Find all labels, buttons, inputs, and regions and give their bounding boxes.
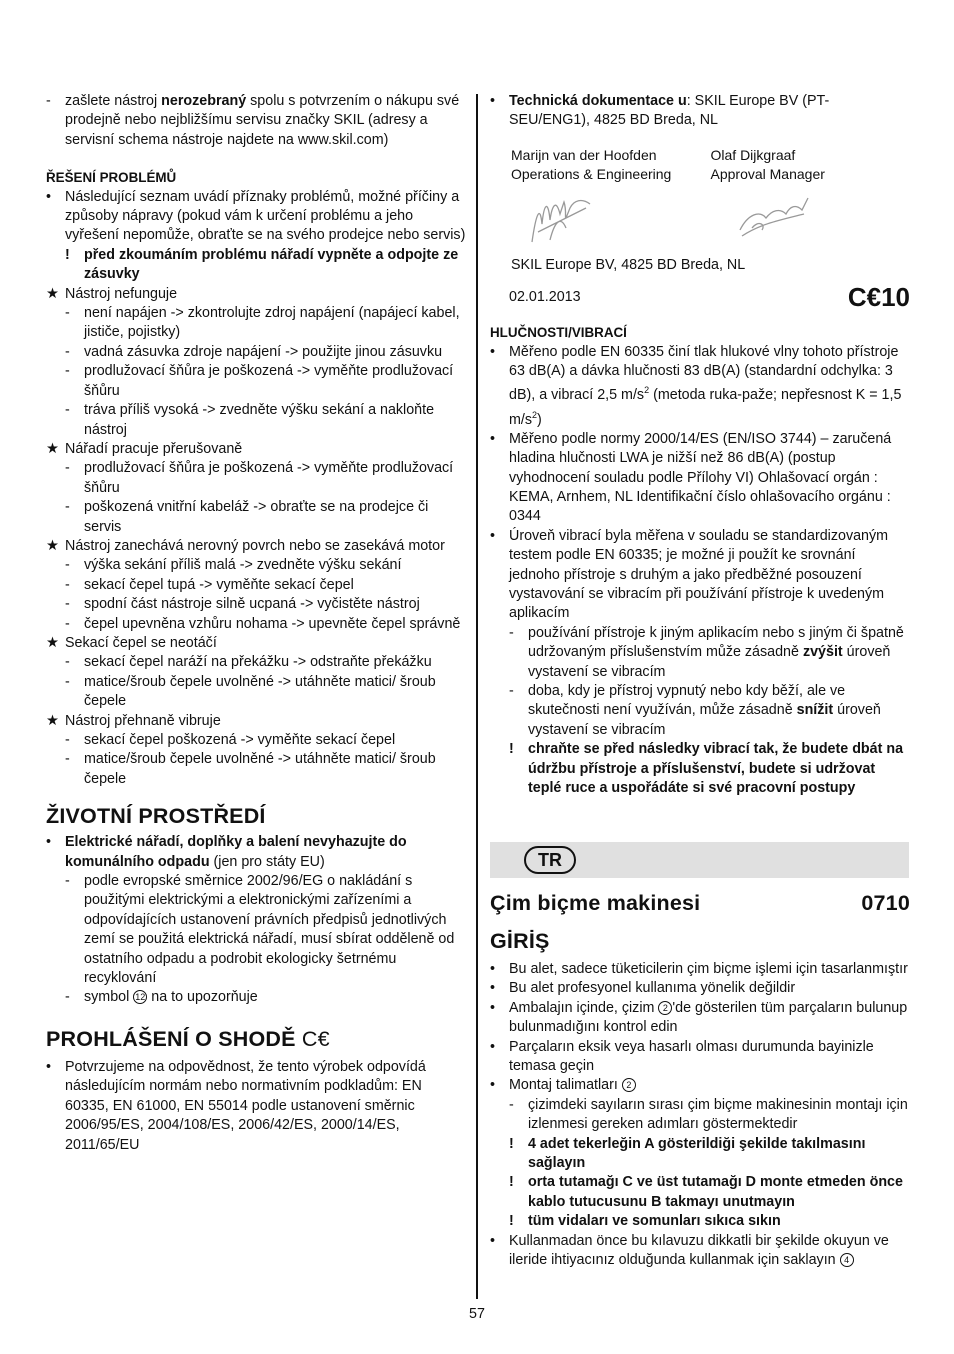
tr-section bbox=[490, 890, 910, 1271]
figure-number-icon: 12 bbox=[135, 992, 146, 1003]
list-item: - doba, kdy je přístroj vypnutý nebo kdy běží, ale ve skutečnosti není využíván, může zásadně snížit úroveň vystavení se vibracím bbox=[509, 683, 881, 738]
list-item: - používání přístroje k jiným aplikacím nebo s jiným či špatně udržovaným příslušenstvím může zásadně zvýšit úroveň vystavení se vibracím bbox=[509, 624, 904, 680]
section-heading: HLUČNOSTI/VIBRACÍ bbox=[490, 325, 627, 341]
section-title: GİRİŞ bbox=[490, 929, 550, 953]
product-title: Çim biçme makinesi 0710 bbox=[490, 891, 910, 915]
list-item: • Potvrzujeme na odpovědnost, že tento výrobek odpovídá následujícím normám nebo normativním podkladům: EN 60335, EN 61000, EN 55014 podle ustanovení směrnic 2006/95/ES, 2004/108/ES, 2006/42/ES, 2000/14/ES, 2011/65/EU bbox=[46, 1058, 426, 1153]
list-item: - çizimdeki sayıların sırası çim biçme makinesinin montajı için izlenmesi gereken adımları göstermektedir bbox=[509, 1096, 908, 1133]
ce-mark-icon: C€ bbox=[301, 1026, 330, 1051]
declaration-date: 02.01.2013 bbox=[509, 288, 581, 305]
problem-list bbox=[46, 285, 466, 790]
figure-number-icon: 2 bbox=[658, 1001, 672, 1015]
list-item: • Měřeno podle EN 60335 činí tlak hlukové vlny tohoto přístroje 63 dB(A) a dávka hlučnosti 83 dB(A) (standardní odchylka: 3 dB), a vibrací 2,5 $m/s^2$ (metoda ruka-paže; nepřesnost K = 1,5 $m/s^2$) bbox=[490, 343, 902, 428]
list-item: - tráva příliš vysoká -> zvedněte výšku sekání a nakloňte nástroj bbox=[65, 402, 435, 438]
problem-item: ★ Nástroj přehnaně vibruje bbox=[46, 712, 466, 731]
list-item: - zašlete nástroj nerozebraný spolu s potvrzením o nákupu své prodejně nebo nejbližšímu servisu značky SKIL (adresy a servisní schema nástroje najdete na www.skil.com) bbox=[46, 93, 460, 148]
list-item: • Technická dokumentace u: SKIL Europe BV (PT-SEU/ENG1), 4825 BD Breda, NL bbox=[490, 93, 830, 129]
problem-item: ★ Nástroj zanechává nerovný povrch nebo se zasekává motor bbox=[46, 537, 466, 556]
list-item: - matice/šroub čepele uvolněné -> utáhněte matici/ šroub čepele bbox=[65, 751, 436, 787]
list-item: - poškozená vnitřní kabeláž -> obraťte se na prodejce či servis bbox=[65, 499, 429, 535]
language-bar bbox=[490, 842, 909, 878]
list-item: • Elektrické nářadí, doplňky a balení nevyhazujte do komunálního odpadu (jen pro státy EU) bbox=[46, 834, 407, 870]
list-item: • Úroveň vibrací byla měřena v souladu se standardizovaným testem podle EN 60335; je možné ji použít ke srovnání jednoho přístroje s druhým a jako předběžné posouzení vystavování se vibracím při používání přístroje k uvedeným aplikacím bbox=[490, 527, 889, 622]
warning-item: ! orta tutamağı C ve üst tutamağı D monte etmeden önce kablo tutucusunu B takmayı unutmayın bbox=[509, 1174, 903, 1210]
warning-item: ! před zkoumáním problému nářadí vypněte a odpojte ze zásuvky bbox=[65, 246, 459, 283]
problem-item: ★ Sekací čepel se neotáčí bbox=[46, 634, 466, 653]
list-item: - výška sekání příliš malá -> zvedněte výšku sekání bbox=[65, 557, 402, 574]
list-item: - prodlužovací šňůra je poškozená -> vyměňte prodlužovací šňůru bbox=[65, 460, 454, 496]
list-item: • Bu alet profesyonel kullanıma yönelik değildir bbox=[490, 980, 796, 997]
star-icon: ★ bbox=[46, 634, 59, 651]
problem-item: ★ Nástroj nefunguje bbox=[46, 285, 466, 304]
figure-number-icon: 4 bbox=[840, 1253, 854, 1267]
warning-item: ! tüm vidaları ve somunları sıkıca sıkın bbox=[509, 1213, 781, 1230]
section-title: ŽIVOTNÍ PROSTŘEDÍ bbox=[46, 804, 266, 829]
list-item: • Bu alet, sadece tüketicilerin çim biçme işlemi için tasarlanmıştır bbox=[490, 961, 908, 977]
list-item: • Parçaların eksik veya hasarlı olması durumunda bayinizle temasa geçin bbox=[490, 1038, 874, 1075]
warning-item: ! chraňte se před následky vibrací tak, že budete dbát na údržbu přístroje a příslušenství, budete si udržovat teplé ruce a uspořádáte si své pracovní postupy bbox=[509, 741, 904, 797]
list-item: - není napájen -> zkontrolujte zdroj napájení (napájecí kabel, jističe, pojistky) bbox=[65, 305, 460, 341]
list-item: • Následující seznam uvádí příznaky problémů, možné příčiny a způsoby nápravy (pokud vám k určení problému a jeho vyřešení nepomůže, obraťte se na svého prodejce nebo servis) bbox=[46, 188, 466, 244]
company-address: SKIL Europe BV, 4825 BD Breda, NL bbox=[511, 256, 746, 273]
section-heading: ŘEŠENÍ PROBLÉMŮ bbox=[46, 170, 177, 186]
figure-number-icon: 2 bbox=[622, 1078, 636, 1092]
page-number: 57 bbox=[469, 1306, 485, 1322]
list-item: - sekací čepel tupá -> vyměňte sekací čepel bbox=[65, 576, 354, 593]
star-icon: ★ bbox=[46, 440, 59, 457]
warning-item: ! 4 adet tekerleğin A gösterildiği şekilde takılmasını sağlayın bbox=[509, 1135, 866, 1172]
list-item: • Kullanmadan önce bu kılavuzu dikkatli bir şekilde okuyun ve ileride ihtiyacınız olduğunda kullanmak için saklayın 4 bbox=[490, 1232, 889, 1269]
list-item: - sekací čepel naráží na překážku -> odstraňte překážku bbox=[65, 654, 432, 671]
left-column bbox=[46, 92, 466, 1155]
list-item: • Ambalajın içinde, çizim 2 'de gösterilen tüm parçaların bulunup bulunmadığını kontrol edin bbox=[490, 999, 908, 1036]
dash-marker: - bbox=[46, 93, 51, 109]
list-item: - čepel upevněna vzhůru nohama -> upevněte čepel správně bbox=[65, 615, 461, 632]
section-title: PROHLÁŠENÍ O SHODĚ C€ bbox=[46, 1026, 330, 1051]
list-item: - sekací čepel poškozená -> vyměňte sekací čepel bbox=[65, 732, 396, 748]
list-item: • Montaj talimatları 2 bbox=[490, 1076, 910, 1095]
ce-mark-icon: C€10 bbox=[847, 282, 910, 313]
star-icon: ★ bbox=[46, 712, 59, 729]
signatures bbox=[490, 184, 910, 256]
language-badge: TR bbox=[524, 846, 576, 874]
signature-images bbox=[490, 184, 910, 256]
list-item: - vadná zásuvka zdroje napájení -> použijte jinou zásuvku bbox=[65, 343, 443, 360]
list-item: • Měřeno podle normy 2000/14/ES (EN/ISO 3744) – zaručená hladina hlučnosti LWA je nižší než 86 dB(A) (postup vyhodnocení souladu podle Přílohy VI) Ohlašovací orgán : KEMA, Arnhem, NL Identifikační číslo ohlašovacího orgánu : 0344 bbox=[490, 430, 892, 525]
list-item: - symbol 12 na to upozorňuje bbox=[65, 989, 258, 1006]
right-column bbox=[490, 92, 910, 799]
list-item: - matice/šroub čepele uvolněné -> utáhněte matici/ šroub čepele bbox=[65, 673, 436, 710]
list-item: - prodlužovací šňůra je poškozená -> vyměňte prodlužovací šňůru bbox=[65, 363, 454, 399]
column-divider bbox=[476, 94, 478, 1299]
problem-item: ★ Nářadí pracuje přerušovaně bbox=[46, 440, 466, 459]
list-item: - spodní část nástroje silně ucpaná -> vyčistěte nástroj bbox=[65, 596, 420, 613]
star-icon: ★ bbox=[46, 285, 59, 302]
list-item: - podle evropské směrnice 2002/96/EG o nakládání s použitými elektrickými a elektronickými zařízeními a odpovídajících ustanovení právních předpisů jednotlivých zemí se použitá elektrická nářadí, musí sbírat odděleně od ostatního odpadu a podrobit ekologicky šetrnému recyklování bbox=[65, 873, 455, 987]
signatories: Marijn van der Hoofden Operations & Engineering Olaf Dijkgraaf Approval Manager bbox=[511, 146, 825, 182]
star-icon: ★ bbox=[46, 537, 59, 554]
